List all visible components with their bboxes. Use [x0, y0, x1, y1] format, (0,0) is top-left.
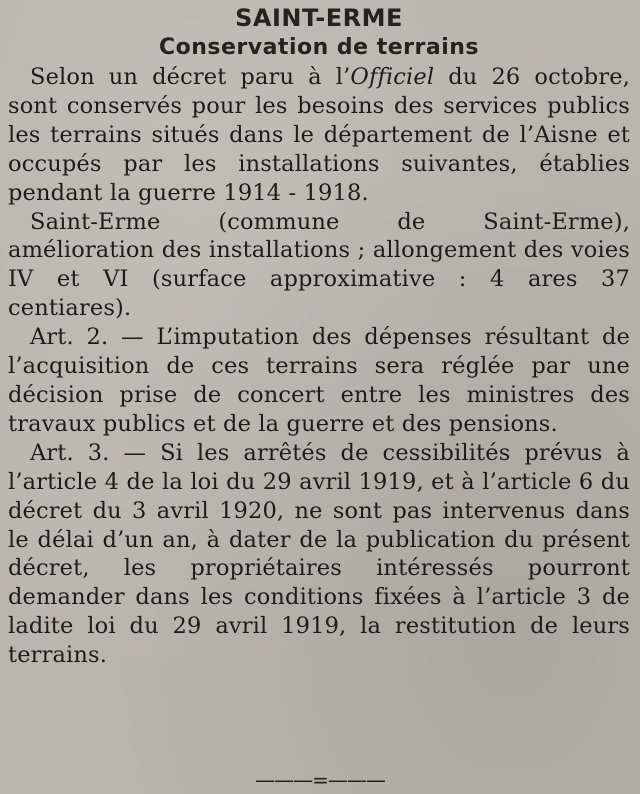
paragraph-decree: [8, 63, 630, 208]
paragraph-installations: Saint-Erme (commune de Saint-Erme), amélioration des installations ; allongement des voies IV et VI (surface approximative : 4 ares 37 centiares).: [8, 208, 630, 322]
paragraph-decree-rest: du 26 octobre, sont conservés pour les besoins des services publics les terrains situés dans le département de l’Aisne et occupés par les installations suivantes, établies pendant la guerre 1914 - 1918.: [8, 64, 630, 206]
paragraph-decree-start: Selon un décret paru à l’: [30, 64, 351, 90]
article-subtitle: Conservation de terrains: [158, 35, 480, 60]
paragraph-article-3: Art. 3. — Si les arrêtés de cessibilités prévus à l’article 4 de la loi du 29 avril 1919, et à l’article 6 du décret du 3 avril 1920, ne sont pas intervenus dans le délai d’un an, à dater de la publication du présent décret, les propriétaires intéressés pourront demander dans les conditions fixées à l’article 3 de ladite loi du 29 avril 1919, la restitution de leurs terrains.: [8, 439, 630, 669]
end-separator: ———=———: [255, 768, 385, 792]
article-title: SAINT-ERME: [235, 4, 403, 32]
officiel-italic: Officiel: [350, 64, 435, 90]
paragraph-article-2: Art. 2. — L’imputation des dépenses résultant de l’acquisition de ces terrains sera réglée par une décision prise de concert entre les ministres des travaux publics et de la guerre et des pensions.: [8, 324, 630, 437]
